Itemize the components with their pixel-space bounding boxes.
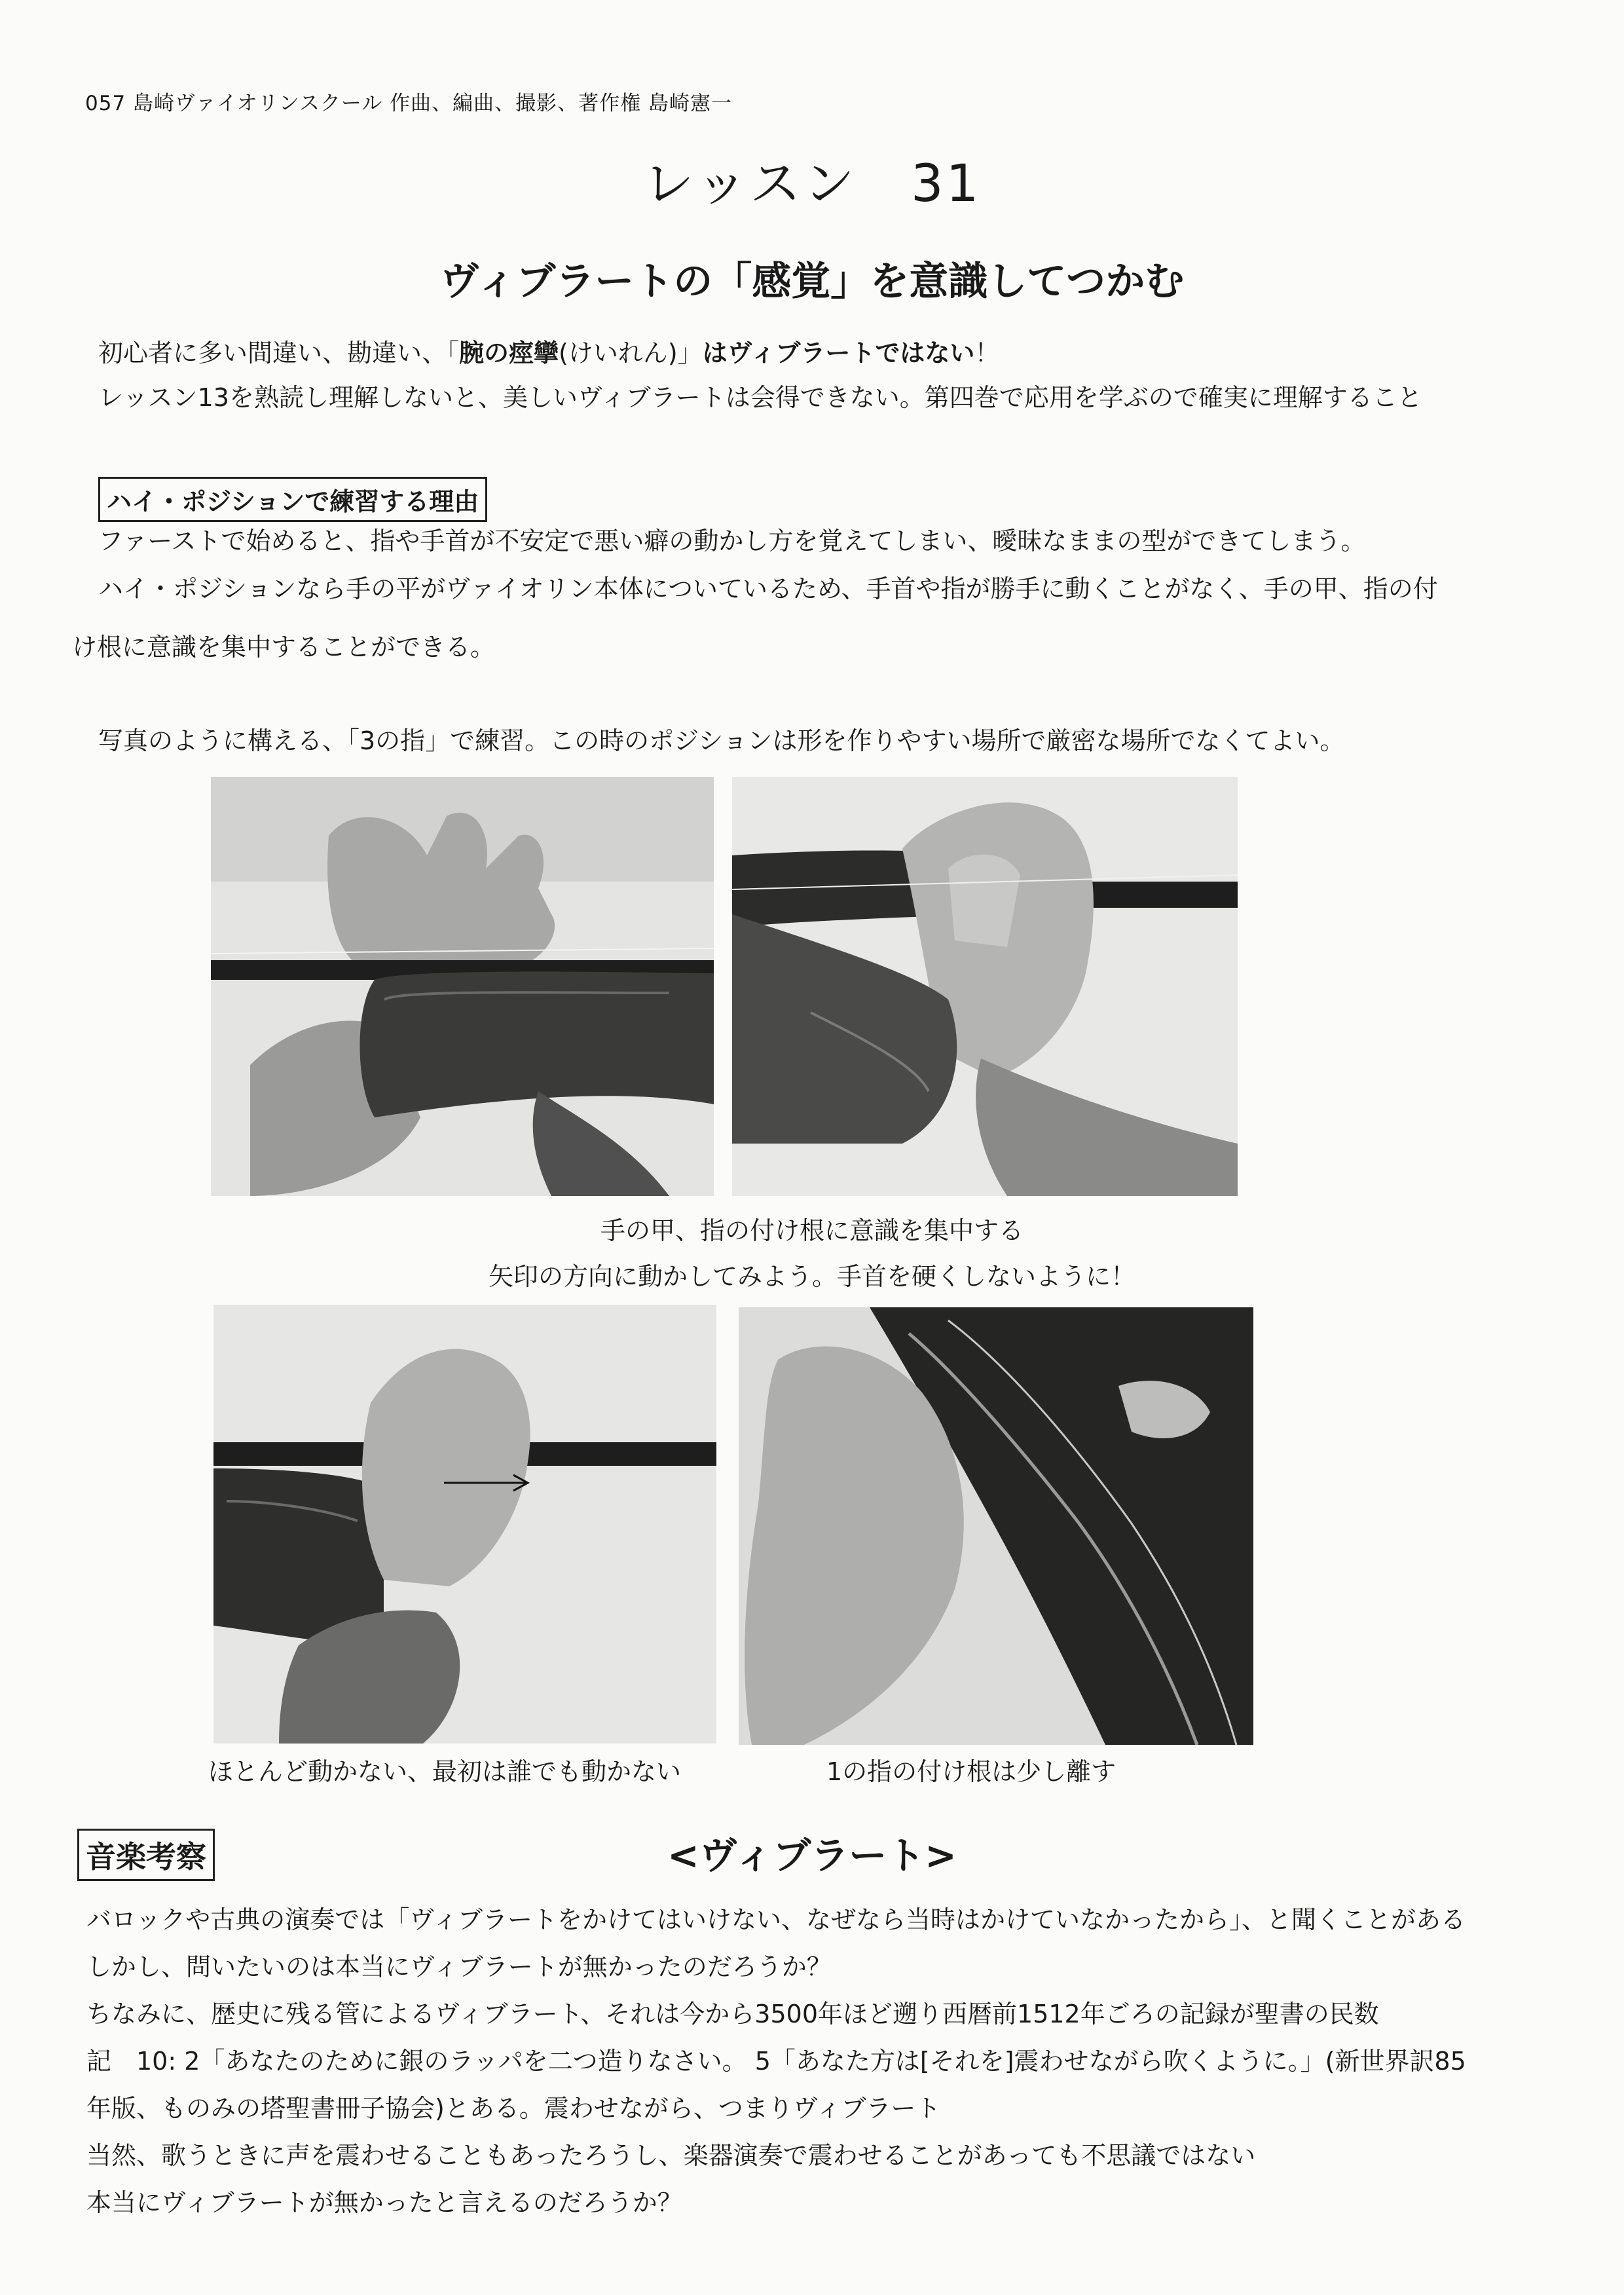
intro-line-2: レッスン13を熟読し理解しないと、美しいヴィブラートは会得できない。第四巻で応用を学ぶので確実に理解すること (98, 383, 1422, 412)
photo-hand-arrow-direction (213, 1305, 716, 1744)
intro-reading: (けいれん)」 (559, 339, 703, 367)
section-title-vibrato: <ヴィブラート> (667, 1833, 957, 1878)
intro-bold-statement: はヴィブラートではない (702, 339, 975, 367)
study-line-4: 記 10: 2「あなたのために銀のラッパを二つ造りなさい。 5「あなた方は[それを]震わせながら吹くように。」(新世界訳85 (86, 2047, 1466, 2076)
photo-first-finger-base (739, 1307, 1253, 1745)
caption-back-of-hand: 手の甲、指の付け根に意識を集中する (600, 1216, 1024, 1245)
section-heading-music-study: 音楽考察 (77, 1829, 215, 1881)
caption-arrow-direction: 矢印の方向に動かしてみよう。手首を硬くしないように！ (488, 1262, 1135, 1291)
photo-hand-high-position-left (211, 777, 714, 1196)
study-line-3: ちなみに、歴史に残る管によるヴィブラート、それは今から3500年ほど遡り西暦前1512年ごろの記録が聖書の民数 (86, 2000, 1379, 2028)
paragraph-high-position-line2: け根に意識を集中することができる。 (72, 633, 496, 662)
caption-first-finger: 1の指の付け根は少し離す (826, 1757, 1116, 1786)
study-line-6: 当然、歌うときに声を震わせることもあったろうし、楽器演奏で震わせることがあっても不思議ではない (86, 2141, 1256, 2170)
page-header: 057 島崎ヴァイオリンスクール 作曲、編曲、撮影、著作権 島崎憲一 (85, 92, 732, 115)
paragraph-third-finger: 写真のように構える、「3の指」で練習。この時のポジションは形を作りやすい場所で厳密な場所でなくてよい。 (98, 726, 1345, 755)
intro-bold-term: 腕の痙攣 (459, 339, 559, 367)
paragraph-first-position: ファーストで始めると、指や手首が不安定で悪い癖の動かし方を覚えてしまい、曖昧なままの型ができてしまう。 (98, 527, 1366, 555)
section-heading-high-position: ハイ・ポジションで練習する理由 (98, 477, 487, 522)
photo-hand-back-of-hand (732, 777, 1238, 1196)
lesson-title: レッスン 31 (642, 155, 982, 214)
study-line-2: しかし、問いたいのは本当にヴィブラートが無かったのだろうか？ (86, 1952, 832, 1981)
lesson-subtitle: ヴィブラートの「感覚」を意識してつかむ (439, 259, 1185, 305)
study-line-5: 年版、ものみの塔聖書冊子協会)とある。震わせながら、つまりヴィブラート (86, 2094, 941, 2123)
intro-line-1 (98, 333, 999, 369)
study-line-1: バロックや古典の演奏では「ヴィブラートをかけてはいけない、なぜなら当時はかけていなかったから」、と聞くことがある (86, 1905, 1466, 1934)
caption-hardly-moves: ほとんど動かない、最初は誰でも動かない (208, 1757, 682, 1786)
paragraph-high-position-line1: ハイ・ポジションなら手の平がヴァイオリン本体についているため、手首や指が勝手に動くことがなく、手の甲、指の付 (98, 574, 1438, 603)
intro-text: 初心者に多い間違い、勘違い、「 (98, 339, 460, 367)
intro-exclaim: ！ (974, 339, 1000, 367)
study-line-7: 本当にヴィブラートが無かったと言えるのだろうか？ (86, 2188, 682, 2217)
